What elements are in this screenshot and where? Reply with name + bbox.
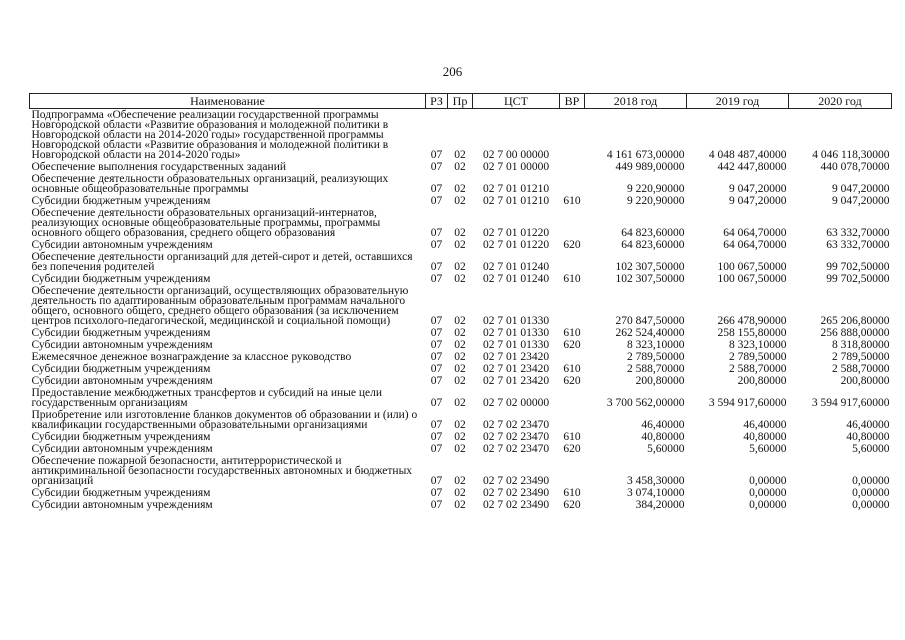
cell-2020: 4 046 118,30000 (812, 149, 890, 161)
cell-2018: 64 823,60000 (621, 239, 685, 251)
cell-pr: 02 (454, 397, 466, 409)
cell-vr: 620 (563, 499, 581, 511)
cell-pr: 02 (454, 149, 466, 161)
budget-table (29, 93, 892, 511)
cell-2020: 256 888,00000 (820, 327, 890, 339)
cell-2019: 100 067,50000 (717, 261, 787, 273)
cell-cst: 02 7 00 00000 (482, 149, 550, 161)
cell-2020: 0,00000 (852, 475, 890, 487)
cell-pr: 02 (454, 239, 466, 251)
cell-pr: 02 (454, 315, 466, 327)
cell-2018: 3 700 562,00000 (606, 397, 685, 409)
cell-name: Обеспечение деятельности образовательных организаций-интернатов, реализующих основные общеобразовательные программы, программы основного общего образования, среднего общего образования (31, 207, 381, 239)
cell-2020: 0,00000 (852, 499, 890, 511)
cell-pr: 02 (454, 443, 466, 455)
cell-2020: 3 594 917,60000 (811, 397, 890, 409)
cell-2018: 5,60000 (647, 443, 685, 455)
cell-rz: 07 (430, 443, 443, 455)
cell-pr: 02 (454, 195, 466, 207)
cell-cst: 02 7 01 01210 (482, 183, 550, 195)
cell-2018: 8 323,10000 (627, 339, 685, 351)
cell-2019: 0,00000 (749, 475, 787, 487)
cell-cst: 02 7 02 23470 (482, 443, 550, 455)
cell-pr: 02 (454, 273, 466, 285)
table-row (30, 375, 892, 387)
cell-2020: 265 206,80000 (820, 315, 890, 327)
cell-cst: 02 7 02 23470 (482, 419, 550, 431)
cell-rz: 07 (430, 419, 443, 431)
cell-vr: 610 (563, 327, 581, 339)
cell-2018: 200,80000 (635, 375, 685, 387)
cell-2018: 40,80000 (641, 431, 685, 443)
cell-2019: 8 323,10000 (729, 339, 787, 351)
cell-2019: 40,80000 (743, 431, 787, 443)
cell-rz: 07 (430, 397, 443, 409)
cell-2020: 0,00000 (852, 487, 890, 499)
cell-2018: 4 161 673,00000 (606, 149, 685, 161)
cell-cst: 02 7 02 00000 (482, 397, 550, 409)
table-row (30, 431, 892, 443)
cell-2020: 9 047,20000 (832, 183, 890, 195)
column-header-pr: Пр (448, 94, 473, 109)
cell-cst: 02 7 02 23470 (482, 431, 550, 443)
cell-pr: 02 (454, 327, 466, 339)
cell-vr: 610 (563, 487, 581, 499)
cell-rz: 07 (430, 339, 443, 351)
table-row (30, 273, 892, 285)
cell-vr: 610 (563, 431, 581, 443)
table-row (30, 251, 892, 273)
cell-name: Подпрограмма «Обеспечение реализации государственной программы Новгородской области «Развитие образования и молодежной политики в Новгородской области на 2014-2020 годы» государственной программы Новгородской области «Развитие образования и молодежной политики в Новгородской области на 2014-2020 годы» (31, 109, 389, 161)
column-header-vr: ВР (560, 94, 585, 109)
cell-2019: 46,40000 (743, 419, 787, 431)
cell-2020: 99 702,50000 (826, 273, 890, 285)
cell-vr: 610 (563, 273, 581, 285)
cell-rz: 07 (430, 273, 443, 285)
cell-2020: 200,80000 (840, 375, 890, 387)
cell-2019: 0,00000 (749, 499, 787, 511)
cell-2020: 99 702,50000 (826, 261, 890, 273)
cell-2020: 9 047,20000 (832, 195, 890, 207)
cell-rz: 07 (430, 475, 443, 487)
cell-2020: 5,60000 (852, 443, 890, 455)
cell-2018: 46,40000 (641, 419, 685, 431)
cell-rz: 07 (430, 351, 443, 363)
cell-2018: 64 823,60000 (621, 227, 685, 239)
cell-vr (560, 251, 585, 273)
cell-rz: 07 (430, 149, 443, 161)
table-header-row (30, 94, 892, 109)
cell-2018: 9 220,90000 (627, 195, 685, 207)
table-row (30, 409, 892, 431)
cell-rz: 07 (430, 195, 443, 207)
cell-2020: 63 332,70000 (826, 239, 890, 251)
cell-2020: 40,80000 (846, 431, 890, 443)
cell-pr: 02 (454, 487, 466, 499)
cell-cst: 02 7 02 23490 (482, 475, 550, 487)
cell-name: Обеспечение деятельности организаций для детей-сирот и детей, оставшихся без попечения родителей (31, 251, 413, 273)
cell-rz: 07 (430, 327, 443, 339)
cell-name: Субсидии автономным учреждениям (31, 443, 213, 455)
cell-2020: 63 332,70000 (826, 227, 890, 239)
column-header-2018: 2018 год (585, 94, 687, 109)
cell-pr: 02 (454, 351, 466, 363)
cell-name: Ежемесячное денежное вознаграждение за классное руководство (31, 351, 352, 363)
cell-pr: 02 (454, 183, 466, 195)
cell-cst: 02 7 01 01220 (482, 239, 550, 251)
cell-name: Субсидии автономным учреждениям (31, 339, 213, 351)
column-header-cst: ЦСТ (473, 94, 560, 109)
cell-2019: 3 594 917,60000 (708, 397, 787, 409)
column-header-2020: 2020 год (789, 94, 892, 109)
cell-name: Предоставление межбюджетных трансфертов и субсидий на иные цели государственным организациям (31, 387, 383, 409)
cell-2018: 449 989,00000 (615, 161, 685, 173)
cell-pr: 02 (454, 499, 466, 511)
cell-2019: 0,00000 (749, 487, 787, 499)
cell-vr (560, 409, 585, 431)
table-row (30, 285, 892, 327)
cell-rz: 07 (430, 363, 443, 375)
table-row (30, 363, 892, 375)
cell-2019: 2 789,50000 (729, 351, 787, 363)
cell-2019: 9 047,20000 (729, 183, 787, 195)
cell-vr: 610 (563, 363, 581, 375)
cell-2019: 4 048 487,40000 (708, 149, 787, 161)
cell-cst: 02 7 01 01330 (482, 327, 550, 339)
cell-rz: 07 (430, 499, 443, 511)
table-row (30, 109, 892, 162)
cell-name: Субсидии бюджетным учреждениям (31, 363, 211, 375)
table-row (30, 443, 892, 455)
cell-name: Субсидии автономным учреждениям (31, 375, 213, 387)
cell-pr: 02 (454, 419, 466, 431)
cell-2020: 2 588,70000 (832, 363, 890, 375)
cell-cst: 02 7 02 23490 (482, 487, 550, 499)
cell-2019: 266 478,90000 (717, 315, 787, 327)
cell-2018: 384,20000 (635, 499, 685, 511)
cell-2018: 3 458,30000 (627, 475, 685, 487)
cell-name: Субсидии бюджетным учреждениям (31, 431, 211, 443)
cell-name: Субсидии бюджетным учреждениям (31, 327, 211, 339)
table-row (30, 327, 892, 339)
cell-rz: 07 (430, 161, 443, 173)
cell-vr (560, 109, 585, 162)
cell-2019: 442 447,80000 (717, 161, 787, 173)
cell-rz: 07 (430, 487, 443, 499)
cell-pr: 02 (454, 475, 466, 487)
cell-vr (560, 161, 585, 173)
cell-rz: 07 (430, 239, 443, 251)
cell-2018: 102 307,50000 (615, 273, 685, 285)
cell-cst: 02 7 01 01330 (482, 339, 550, 351)
cell-rz: 07 (430, 315, 443, 327)
cell-cst: 02 7 01 01240 (482, 261, 550, 273)
cell-2019: 258 155,80000 (717, 327, 787, 339)
cell-name: Приобретение или изготовление бланков документов об образовании и (или) о квалификации государственными образовательными организациями (31, 409, 418, 431)
cell-name: Субсидии автономным учреждениям (31, 499, 213, 511)
cell-pr: 02 (454, 261, 466, 273)
cell-rz: 07 (430, 227, 443, 239)
cell-cst: 02 7 01 01210 (482, 195, 550, 207)
cell-2019: 64 064,70000 (723, 239, 787, 251)
cell-pr: 02 (454, 339, 466, 351)
table-row (30, 239, 892, 251)
cell-2018: 2 789,50000 (627, 351, 685, 363)
cell-cst: 02 7 01 23420 (482, 375, 550, 387)
cell-cst: 02 7 01 23420 (482, 351, 550, 363)
cell-vr: 620 (563, 443, 581, 455)
cell-vr: 610 (563, 195, 581, 207)
cell-2019: 9 047,20000 (729, 195, 787, 207)
cell-2019: 200,80000 (737, 375, 787, 387)
cell-name: Обеспечение деятельности образовательных организаций, реализующих основные общеобразовательные программы (31, 173, 389, 195)
cell-cst: 02 7 01 23420 (482, 363, 550, 375)
cell-2019: 5,60000 (749, 443, 787, 455)
cell-rz: 07 (430, 375, 443, 387)
cell-rz: 07 (430, 431, 443, 443)
cell-2018: 3 074,10000 (627, 487, 685, 499)
cell-2018: 9 220,90000 (627, 183, 685, 195)
table-row (30, 499, 892, 511)
cell-name: Субсидии бюджетным учреждениям (31, 273, 211, 285)
table-row (30, 387, 892, 409)
table-row (30, 487, 892, 499)
cell-2018: 262 524,40000 (615, 327, 685, 339)
cell-name: Обеспечение деятельности организаций, осуществляющих образовательную деятельность по адаптированным образовательным программам начального общего, основного общего, среднего общего образования (за исключением центров психолого-педагогической, медицинской и социальной помощи) (31, 285, 409, 327)
cell-cst: 02 7 01 01330 (482, 315, 550, 327)
cell-vr: 620 (563, 339, 581, 351)
cell-cst: 02 7 01 01240 (482, 273, 550, 285)
cell-2018: 2 588,70000 (627, 363, 685, 375)
cell-pr: 02 (454, 431, 466, 443)
cell-rz: 07 (430, 261, 443, 273)
cell-vr (560, 351, 585, 363)
table-row (30, 161, 892, 173)
cell-name: Обеспечение пожарной безопасности, антитеррористической и антикриминальной безопасности государственных автономных и бюджетных организаций (31, 455, 413, 487)
table-row (30, 351, 892, 363)
cell-2018: 270 847,50000 (615, 315, 685, 327)
cell-name: Субсидии автономным учреждениям (31, 239, 213, 251)
table-row (30, 173, 892, 195)
cell-2018: 102 307,50000 (615, 261, 685, 273)
cell-2020: 440 078,70000 (820, 161, 890, 173)
cell-vr (560, 285, 585, 327)
cell-pr: 02 (454, 227, 466, 239)
cell-pr: 02 (454, 375, 466, 387)
cell-pr: 02 (454, 161, 466, 173)
cell-vr (560, 387, 585, 409)
cell-pr: 02 (454, 363, 466, 375)
cell-2020: 2 789,50000 (832, 351, 890, 363)
cell-vr: 620 (563, 375, 581, 387)
cell-vr (560, 173, 585, 195)
table-row (30, 207, 892, 239)
column-header-name: Наименование (30, 94, 426, 109)
cell-rz: 07 (430, 183, 443, 195)
cell-vr (560, 207, 585, 239)
cell-cst: 02 7 01 00000 (482, 161, 550, 173)
table-row (30, 195, 892, 207)
cell-2019: 64 064,70000 (723, 227, 787, 239)
cell-cst: 02 7 02 23490 (482, 499, 550, 511)
page-number: 206 (442, 64, 463, 79)
table-row (30, 455, 892, 487)
cell-2019: 2 588,70000 (729, 363, 787, 375)
cell-name: Субсидии бюджетным учреждениям (31, 195, 211, 207)
table-row (30, 339, 892, 351)
cell-vr: 620 (563, 239, 581, 251)
cell-2019: 100 067,50000 (717, 273, 787, 285)
cell-name: Субсидии бюджетным учреждениям (31, 487, 211, 499)
cell-2020: 8 318,80000 (832, 339, 890, 351)
column-header-rz: РЗ (426, 94, 448, 109)
cell-vr (560, 455, 585, 487)
cell-2020: 46,40000 (846, 419, 890, 431)
column-header-2019: 2019 год (687, 94, 789, 109)
cell-name: Обеспечение выполнения государственных заданий (31, 161, 286, 173)
cell-cst: 02 7 01 01220 (482, 227, 550, 239)
